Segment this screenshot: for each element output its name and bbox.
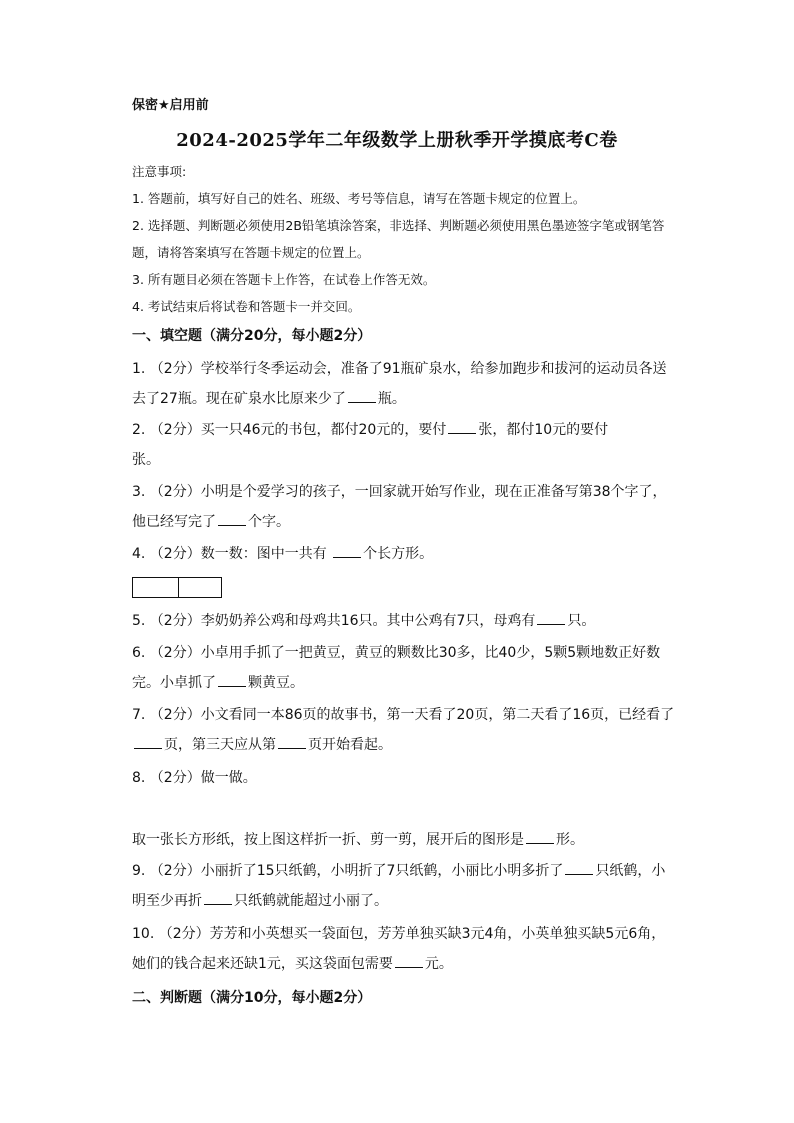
question-8-followup: 取一张长方形纸，按上图这样折一折、剪一剪，展开后的图形是 形。 (132, 826, 677, 856)
answer-blank[interactable] (333, 543, 361, 558)
answer-blank[interactable] (218, 672, 246, 687)
section-fill-blank-title: 一、填空题（满分20分，每小题2分） (132, 328, 372, 344)
notes-heading: 注意事项: (132, 164, 187, 179)
question-3: 3. （2分）小明是个爱学习的孩子，一回家就开始写作业，现在正准备写第38个字了，他已经写完了 个字。 (132, 484, 667, 530)
question-10: 10. （2分）芳芳和小英想买一袋面包，芳芳单独买缺3元4角，小英单独买缺5元6角，她们的钱合起来还缺1元，买这袋面包需要 元。 (132, 926, 666, 972)
note-item: 1. 答题前，填写好自己的姓名、班级、考号等信息，请写在答题卡规定的位置上。 (132, 191, 586, 206)
question-8: 8. （2分）做一做。 (132, 770, 257, 786)
notes-block (132, 158, 677, 320)
answer-blank[interactable] (218, 511, 246, 526)
answer-blank[interactable] (204, 890, 232, 905)
rectangle-figure (132, 577, 222, 598)
section-true-false-title: 二、判断题（满分10分，每小题2分） (132, 990, 372, 1006)
answer-blank[interactable] (348, 388, 376, 403)
question-1: 1. （2分）学校举行冬季运动会，准备了91瓶矿泉水，给参加跑步和拔河的运动员各送去了27瓶。现在矿泉水比原来少了 瓶。 (132, 361, 667, 407)
answer-blank[interactable] (565, 860, 593, 875)
note-item: 3. 所有题目必须在答题卡上作答，在试卷上作答无效。 (132, 272, 436, 287)
question-9: 9. （2分）小丽折了15只纸鹤，小明折了7只纸鹤，小丽比小明多折了 只纸鹤，小明至少再折 只纸鹤就能超过小丽了。 (132, 857, 677, 916)
rectangle-divider (178, 578, 179, 597)
question-6: 6. （2分）小卓用手抓了一把黄豆，黄豆的颗数比30多，比40少，5颗5颗地数正好数完。小卓抓了 颗黄豆。 (132, 645, 661, 691)
answer-blank[interactable] (448, 419, 476, 434)
answer-blank[interactable] (537, 610, 565, 625)
question-7: 7. （2分）小文看同一本86页的故事书，第一天看了20页，第二天看了16页，已经看了页，第三天应从第 页开始看起。 (132, 707, 675, 753)
answer-blank[interactable] (278, 734, 306, 749)
question-4: 4. （2分）数一数：图中一共有 个长方形。 (132, 540, 677, 570)
answer-blank[interactable] (395, 953, 423, 968)
note-item: 2. 选择题、判断题必须使用2B铅笔填涂答案，非选择、判断题必须使用黑色墨迹签字笔或钢笔答题，请将答案填写在答题卡规定的位置上。 (132, 218, 665, 260)
page-title: 2024-2025学年二年级数学上册秋季开学摸底考C卷 (176, 130, 618, 151)
question-5: 5. （2分）李奶奶养公鸡和母鸡共16只。其中公鸡有7只，母鸡有 只。 (132, 607, 677, 637)
secret-label: 保密★启用前 (132, 98, 209, 113)
question-2: 2. （2分）买一只46元的书包，都付20元的，要付 张，都付10元的要付 张。 (132, 416, 677, 475)
answer-blank[interactable] (134, 734, 162, 749)
answer-blank[interactable] (526, 829, 554, 844)
note-item: 4. 考试结束后将试卷和答题卡一并交回。 (132, 299, 361, 314)
